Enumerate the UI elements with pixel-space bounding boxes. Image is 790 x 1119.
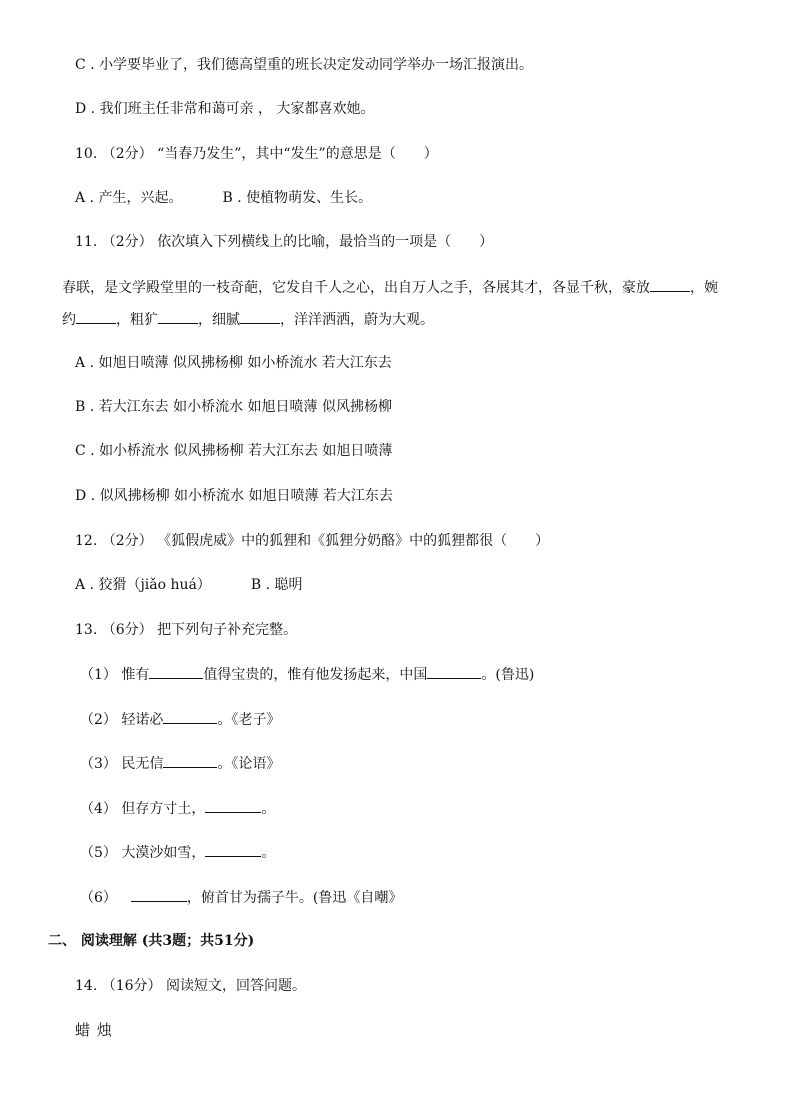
question-13-item-5	[80, 842, 275, 863]
question-13-item-4	[80, 798, 275, 819]
question-11-option-c: C . 如小桥流水 似风拂杨柳 若大江东去 如旭日喷薄	[75, 443, 393, 459]
question-11-option-b: B . 若大江东去 如小桥流水 如旭日喷薄 似风拂杨柳	[75, 399, 392, 415]
item-text: 值得宝贵的，惟有他发扬起来，中国	[203, 667, 428, 683]
item-text: （5） 大漠沙如雪，	[80, 845, 206, 861]
question-11-passage-line-2	[62, 309, 434, 330]
item-text: （2） 轻诺必	[80, 712, 164, 728]
item-text: 。《老子》	[217, 712, 281, 728]
item-text: 。《论语》	[217, 756, 281, 772]
question-10: 10. （2分） “当春乃发生”，其中“发生”的意思是（ ）	[75, 146, 438, 162]
item-text: 。	[261, 845, 276, 861]
passage-text: 约	[62, 312, 76, 328]
option-d: D . 我们班主任非常和蔼可亲 ， 大家都喜欢她。	[75, 101, 375, 117]
fill-blank	[650, 277, 690, 292]
item-text: （4） 但存方寸土，	[80, 801, 206, 817]
question-13-item-2	[80, 709, 280, 730]
option-a: A . 产生，兴起。	[75, 190, 183, 206]
fill-blank	[131, 887, 187, 902]
question-13: 13. （6分） 把下列句子补充完整。	[75, 622, 298, 638]
question-12-options	[75, 575, 303, 595]
question-13-item-6	[80, 887, 402, 908]
fill-blank	[427, 664, 481, 679]
question-10-options	[75, 188, 372, 208]
option-a: A . 狡猾（jiǎo huá）	[75, 577, 211, 593]
option-b: B . 使植物萌发、生长。	[222, 190, 373, 206]
passage-text: ，婉	[690, 280, 718, 296]
fill-blank	[240, 309, 280, 324]
question-11-option-d: D . 似风拂杨柳 如小桥流水 如旭日喷薄 若大江东去	[75, 488, 393, 504]
fill-blank	[205, 842, 261, 857]
passage-text: ，细腻	[198, 312, 240, 328]
fill-blank	[76, 309, 116, 324]
passage-text: ，粗犷	[116, 312, 158, 328]
passage-text: ，洋洋洒洒，蔚为大观。	[280, 312, 434, 328]
passage-text: 春联，是文学殿堂里的一枝奇葩，它发自千人之心，出自万人之手，各展其才，各显千秋，豪放	[62, 280, 650, 296]
passage-title: 蜡 烛	[75, 1021, 113, 1039]
question-11-passage-line-1	[62, 277, 718, 298]
question-11: 11. （2分） 依次填入下列横线上的比喻，最恰当的一项是（ ）	[75, 234, 494, 250]
fill-blank	[158, 309, 198, 324]
item-text: 。	[261, 801, 276, 817]
item-text: （6）	[80, 890, 117, 906]
item-text: ，俯首甘为孺子牛。(鲁迅《自嘲》	[186, 890, 403, 906]
section-heading: 二、 阅读理解 (共3题；共51分)	[48, 933, 255, 949]
question-13-item-3	[80, 753, 280, 774]
question-13-item-1	[80, 664, 534, 685]
question-12: 12. （2分） 《狐假虎威》中的狐狸和《狐狸分奶酪》中的狐狸都很（ ）	[75, 533, 550, 549]
option-b: B . 聪明	[250, 577, 303, 593]
fill-blank	[163, 753, 217, 768]
fill-blank	[163, 709, 217, 724]
fill-blank	[149, 664, 203, 679]
item-text: 。(鲁迅)	[481, 667, 535, 683]
fill-blank	[205, 798, 261, 813]
question-11-option-a: A . 如旭日喷薄 似风拂杨柳 如小桥流水 若大江东去	[75, 355, 392, 371]
item-text: （3） 民无信	[80, 756, 164, 772]
question-14: 14. （16分） 阅读短文，回答问题。	[75, 978, 306, 994]
item-text: （1） 惟有	[80, 667, 150, 683]
option-c: C . 小学要毕业了，我们德高望重的班长决定发动同学举办一场汇报演出。	[75, 57, 534, 73]
